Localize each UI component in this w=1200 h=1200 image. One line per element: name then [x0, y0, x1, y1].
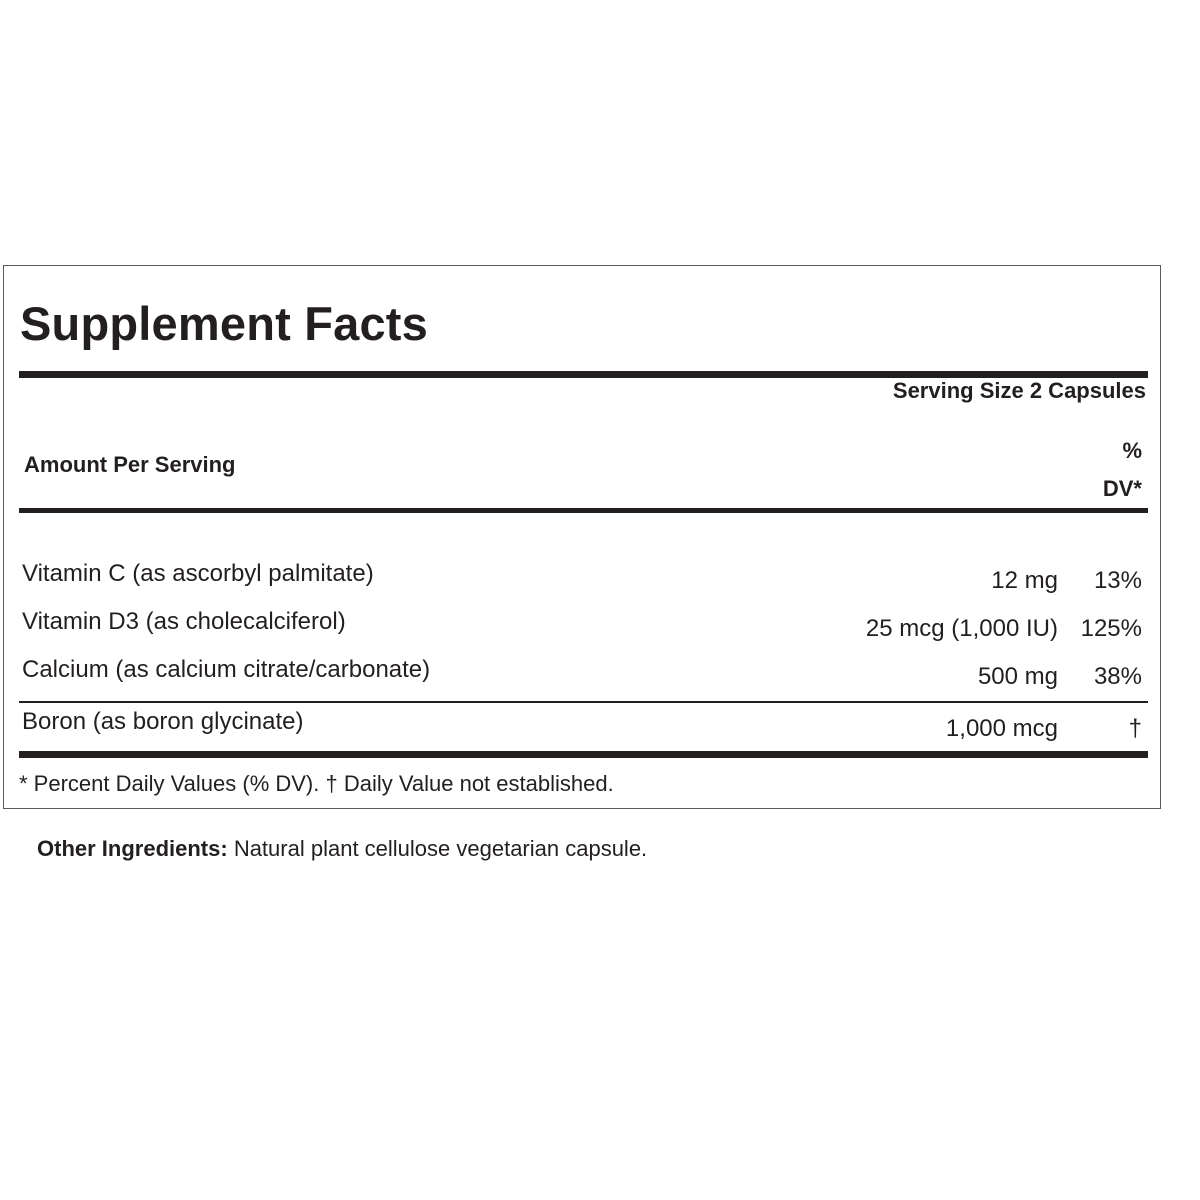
daily-value-header-dv: DV*	[1102, 476, 1142, 501]
title-divider	[19, 371, 1148, 378]
nutrient-daily-value: 13%	[1093, 567, 1142, 594]
footer-divider	[19, 751, 1148, 758]
nutrient-amount: 12 mg	[991, 567, 1058, 594]
nutrient-amount: 500 mg	[977, 663, 1058, 690]
daily-value-header	[1103, 432, 1142, 508]
nutrient-amount: 1,000 mcg	[945, 715, 1058, 742]
panel-title: Supplement Facts	[20, 297, 429, 350]
nutrient-daily-value: 38%	[1093, 663, 1142, 690]
amount-per-serving-header: Amount Per Serving	[24, 452, 236, 477]
daily-value-footnote: * Percent Daily Values (% DV). † Daily Value not established.	[19, 771, 614, 796]
nutrient-name: Vitamin D3 (as cholecalciferol)	[22, 608, 346, 635]
nutrient-daily-value: †	[1128, 715, 1142, 742]
nutrient-daily-value: 125%	[1080, 615, 1142, 642]
nutrient-name: Calcium (as calcium citrate/carbonate)	[22, 656, 431, 683]
other-ingredients-label: Other Ingredients:	[37, 836, 228, 861]
nutrient-name: Boron (as boron glycinate)	[22, 708, 304, 735]
nutrient-divider	[19, 701, 1148, 703]
serving-size: Serving Size 2 Capsules	[892, 378, 1146, 403]
other-ingredients-text: Natural plant cellulose vegetarian capsule.	[233, 836, 648, 861]
daily-value-header-percent: %	[1122, 438, 1142, 463]
header-divider	[19, 508, 1148, 513]
nutrient-amount: 25 mcg (1,000 IU)	[865, 615, 1058, 642]
supplement-facts-panel	[3, 265, 1161, 809]
nutrient-name: Vitamin C (as ascorbyl palmitate)	[22, 560, 374, 587]
other-ingredients	[37, 836, 647, 862]
